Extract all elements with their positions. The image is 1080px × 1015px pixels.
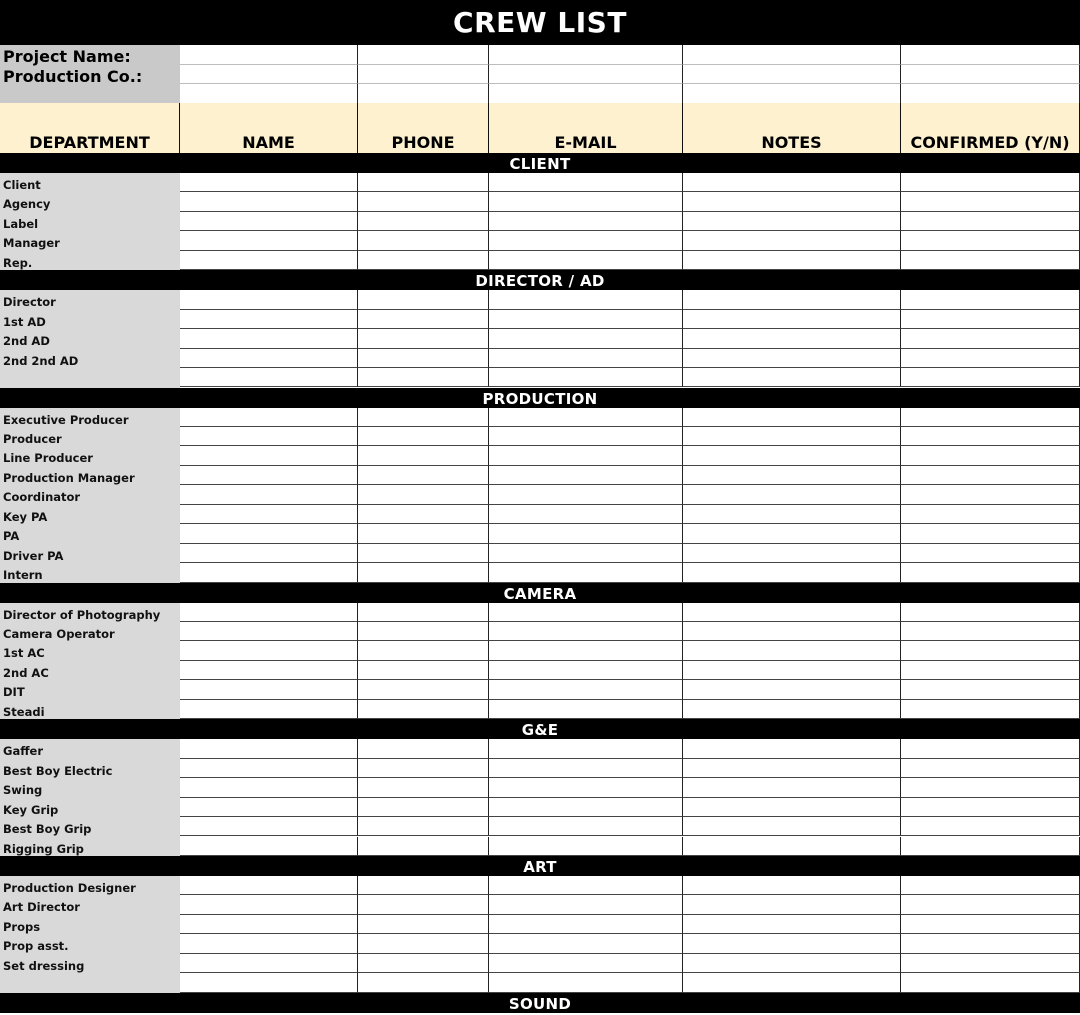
crew-cell-name[interactable]: [180, 739, 358, 758]
project-info-cell-name[interactable]: [180, 84, 358, 104]
crew-cell-email[interactable]: [489, 641, 683, 660]
crew-cell-email[interactable]: [489, 524, 683, 543]
section-title-director-ad: DIRECTOR / AD: [475, 272, 605, 291]
role-label: Swing: [3, 783, 43, 798]
crew-cell-name[interactable]: [180, 310, 358, 329]
crew-cell-notes[interactable]: [683, 778, 901, 797]
crew-cell-confirmed[interactable]: [901, 251, 1080, 270]
crew-cell-notes[interactable]: [683, 310, 901, 329]
role-label: Intern: [3, 568, 43, 583]
crew-cell-notes[interactable]: [683, 231, 901, 250]
crew-cell-name[interactable]: [180, 173, 358, 192]
section-title-g-e: G&E: [521, 721, 559, 740]
crew-cell-phone[interactable]: [358, 934, 489, 953]
crew-cell-phone[interactable]: [358, 603, 489, 622]
crew-cell-notes[interactable]: [683, 954, 901, 973]
crew-cell-notes[interactable]: [683, 290, 901, 309]
crew-cell-name[interactable]: [180, 622, 358, 641]
crew-cell-confirmed[interactable]: [901, 759, 1080, 778]
crew-cell-email[interactable]: [489, 759, 683, 778]
crew-cell-notes[interactable]: [683, 973, 901, 992]
role-label: Key Grip: [3, 802, 59, 817]
crew-cell-confirmed[interactable]: [901, 231, 1080, 250]
crew-cell-phone[interactable]: [358, 485, 489, 504]
crew-cell-confirmed[interactable]: [901, 544, 1080, 563]
crew-cell-confirmed[interactable]: [901, 524, 1080, 543]
crew-cell-phone[interactable]: [358, 661, 489, 680]
role-label: Driver PA: [3, 548, 64, 563]
role-label: Set dressing: [3, 958, 85, 973]
crew-cell-name[interactable]: [180, 544, 358, 563]
column-header-department: DEPARTMENT: [0, 103, 180, 153]
crew-cell-phone[interactable]: [358, 954, 489, 973]
crew-cell-phone[interactable]: [358, 505, 489, 524]
crew-cell-phone[interactable]: [358, 622, 489, 641]
crew-cell-name[interactable]: [180, 641, 358, 660]
crew-cell-notes[interactable]: [683, 759, 901, 778]
crew-cell-name[interactable]: [180, 973, 358, 992]
crew-cell-notes[interactable]: [683, 934, 901, 953]
column-header-notes: NOTES: [683, 103, 901, 153]
crew-cell-notes[interactable]: [683, 798, 901, 817]
crew-cell-notes[interactable]: [683, 603, 901, 622]
crew-cell-notes[interactable]: [683, 895, 901, 914]
section-title-camera: CAMERA: [503, 584, 577, 603]
column-header-confirmed: CONFIRMED (Y/N): [901, 103, 1080, 153]
crew-cell-confirmed[interactable]: [901, 622, 1080, 641]
crew-cell-confirmed[interactable]: [901, 505, 1080, 524]
crew-cell-email[interactable]: [489, 427, 683, 446]
crew-cell-phone[interactable]: [358, 563, 489, 582]
crew-cell-confirmed[interactable]: [901, 212, 1080, 231]
crew-cell-name[interactable]: [180, 837, 358, 856]
crew-cell-email[interactable]: [489, 329, 683, 348]
crew-cell-notes[interactable]: [683, 192, 901, 211]
crew-cell-email[interactable]: [489, 290, 683, 309]
crew-cell-notes[interactable]: [683, 368, 901, 387]
section-title-production: PRODUCTION: [482, 389, 598, 408]
role-label: Steadi: [3, 704, 45, 719]
role-label: Camera Operator: [3, 627, 115, 641]
role-label: Gaffer: [3, 744, 43, 759]
project-info-cell-email[interactable]: [489, 84, 683, 104]
crew-cell-name[interactable]: [180, 192, 358, 211]
crew-cell-notes[interactable]: [683, 485, 901, 504]
crew-cell-name[interactable]: [180, 603, 358, 622]
crew-cell-phone[interactable]: [358, 446, 489, 465]
project-info-cell-name[interactable]: [180, 65, 358, 85]
project-name-label: Project Name:: [3, 47, 131, 66]
crew-cell-confirmed[interactable]: [901, 427, 1080, 446]
project-info-labels: [0, 45, 180, 103]
crew-cell-phone[interactable]: [358, 192, 489, 211]
crew-cell-name[interactable]: [180, 954, 358, 973]
column-header-phone: PHONE: [358, 103, 489, 153]
crew-cell-confirmed[interactable]: [901, 192, 1080, 211]
crew-cell-email[interactable]: [489, 544, 683, 563]
crew-cell-notes[interactable]: [683, 446, 901, 465]
crew-cell-name[interactable]: [180, 563, 358, 582]
crew-cell-notes[interactable]: [683, 700, 901, 719]
crew-cell-email[interactable]: [489, 310, 683, 329]
crew-cell-phone[interactable]: [358, 408, 489, 427]
section-title-client: CLIENT: [509, 155, 571, 173]
crew-cell-name[interactable]: [180, 680, 358, 699]
crew-cell-name[interactable]: [180, 349, 358, 368]
crew-cell-notes[interactable]: [683, 408, 901, 427]
crew-cell-phone[interactable]: [358, 368, 489, 387]
role-label: Agency: [3, 197, 51, 212]
crew-cell-phone[interactable]: [358, 798, 489, 817]
crew-cell-email[interactable]: [489, 700, 683, 719]
crew-cell-email[interactable]: [489, 954, 683, 973]
crew-cell-name[interactable]: [180, 915, 358, 934]
project-info-cell-email[interactable]: [489, 45, 683, 65]
crew-cell-notes[interactable]: [683, 544, 901, 563]
crew-cell-notes[interactable]: [683, 817, 901, 836]
project-info-cell-notes[interactable]: [683, 65, 901, 85]
crew-cell-name[interactable]: [180, 759, 358, 778]
crew-cell-email[interactable]: [489, 212, 683, 231]
crew-cell-confirmed[interactable]: [901, 915, 1080, 934]
crew-cell-name[interactable]: [180, 368, 358, 387]
crew-cell-notes[interactable]: [683, 661, 901, 680]
crew-cell-name[interactable]: [180, 212, 358, 231]
crew-cell-phone[interactable]: [358, 310, 489, 329]
crew-cell-phone[interactable]: [358, 212, 489, 231]
crew-cell-phone[interactable]: [358, 466, 489, 485]
crew-cell-phone[interactable]: [358, 778, 489, 797]
crew-cell-notes[interactable]: [683, 212, 901, 231]
crew-cell-notes[interactable]: [683, 466, 901, 485]
project-info-cell-confirmed[interactable]: [901, 65, 1080, 85]
crew-cell-notes[interactable]: [683, 739, 901, 758]
crew-cell-confirmed[interactable]: [901, 368, 1080, 387]
crew-cell-confirmed[interactable]: [901, 895, 1080, 914]
crew-cell-confirmed[interactable]: [901, 954, 1080, 973]
role-label: Key PA: [3, 509, 48, 524]
crew-cell-confirmed[interactable]: [901, 485, 1080, 504]
crew-cell-confirmed[interactable]: [901, 778, 1080, 797]
crew-cell-name[interactable]: [180, 408, 358, 427]
crew-cell-confirmed[interactable]: [901, 641, 1080, 660]
role-label: Client: [3, 178, 41, 192]
crew-cell-confirmed[interactable]: [901, 680, 1080, 699]
crew-cell-email[interactable]: [489, 231, 683, 250]
crew-cell-email[interactable]: [489, 973, 683, 992]
role-label: Producer: [3, 431, 62, 446]
crew-cell-email[interactable]: [489, 837, 683, 856]
crew-cell-name[interactable]: [180, 876, 358, 895]
crew-cell-notes[interactable]: [683, 622, 901, 641]
crew-cell-confirmed[interactable]: [901, 837, 1080, 856]
project-info-cell-name[interactable]: [180, 45, 358, 65]
crew-cell-email[interactable]: [489, 563, 683, 582]
crew-cell-name[interactable]: [180, 466, 358, 485]
crew-cell-notes[interactable]: [683, 563, 901, 582]
sheet-title: CREW LIST: [0, 0, 1080, 45]
project-info-cell-phone[interactable]: [358, 65, 489, 85]
section-title-art: ART: [523, 857, 557, 876]
crew-cell-confirmed[interactable]: [901, 934, 1080, 953]
crew-cell-name[interactable]: [180, 524, 358, 543]
crew-cell-email[interactable]: [489, 505, 683, 524]
project-info-cell-email[interactable]: [489, 65, 683, 85]
role-label: 2nd AD: [3, 334, 50, 349]
crew-cell-phone[interactable]: [358, 173, 489, 192]
role-label: 2nd AC: [3, 665, 49, 680]
project-info-cell-phone[interactable]: [358, 45, 489, 65]
crew-cell-email[interactable]: [489, 739, 683, 758]
crew-cell-email[interactable]: [489, 251, 683, 270]
role-label: Rep.: [3, 255, 33, 270]
crew-cell-email[interactable]: [489, 603, 683, 622]
crew-cell-confirmed[interactable]: [901, 290, 1080, 309]
role-label: Manager: [3, 236, 60, 251]
crew-cell-phone[interactable]: [358, 895, 489, 914]
role-label: Props: [3, 919, 41, 934]
role-label: PA: [3, 529, 20, 544]
role-label: Production Designer: [3, 880, 136, 895]
crew-cell-name[interactable]: [180, 817, 358, 836]
crew-cell-name[interactable]: [180, 329, 358, 348]
crew-cell-confirmed[interactable]: [901, 739, 1080, 758]
crew-cell-confirmed[interactable]: [901, 466, 1080, 485]
crew-cell-confirmed[interactable]: [901, 329, 1080, 348]
production-co-label: Production Co.:: [3, 67, 143, 86]
project-info-cell-notes[interactable]: [683, 45, 901, 65]
crew-cell-name[interactable]: [180, 895, 358, 914]
role-label: Executive Producer: [3, 412, 129, 427]
role-label: Line Producer: [3, 451, 93, 466]
column-header-email: E-MAIL: [489, 103, 683, 153]
column-header-name: NAME: [180, 103, 358, 153]
crew-cell-name[interactable]: [180, 505, 358, 524]
crew-cell-phone[interactable]: [358, 329, 489, 348]
crew-cell-phone[interactable]: [358, 759, 489, 778]
crew-cell-name[interactable]: [180, 778, 358, 797]
crew-cell-phone[interactable]: [358, 876, 489, 895]
crew-cell-email[interactable]: [489, 680, 683, 699]
crew-cell-email[interactable]: [489, 349, 683, 368]
role-label: Director of Photography: [3, 607, 161, 622]
crew-cell-email[interactable]: [489, 446, 683, 465]
crew-cell-phone[interactable]: [358, 251, 489, 270]
section-title-sound: SOUND: [508, 994, 572, 1013]
role-label: Best Boy Grip: [3, 822, 92, 837]
crew-cell-notes[interactable]: [683, 173, 901, 192]
crew-cell-phone[interactable]: [358, 427, 489, 446]
role-label: Coordinator: [3, 490, 81, 505]
crew-cell-phone[interactable]: [358, 544, 489, 563]
crew-cell-confirmed[interactable]: [901, 876, 1080, 895]
crew-cell-name[interactable]: [180, 798, 358, 817]
crew-cell-name[interactable]: [180, 700, 358, 719]
role-label: 1st AC: [3, 646, 45, 661]
crew-cell-notes[interactable]: [683, 505, 901, 524]
role-label: 1st AD: [3, 314, 46, 329]
crew-cell-email[interactable]: [489, 915, 683, 934]
crew-cell-name[interactable]: [180, 934, 358, 953]
project-info-cell-notes[interactable]: [683, 84, 901, 104]
crew-cell-confirmed[interactable]: [901, 408, 1080, 427]
crew-cell-notes[interactable]: [683, 251, 901, 270]
role-label: Best Boy Electric: [3, 763, 113, 778]
role-label: Production Manager: [3, 470, 135, 485]
crew-cell-confirmed[interactable]: [901, 973, 1080, 992]
crew-cell-phone[interactable]: [358, 231, 489, 250]
crew-cell-name[interactable]: [180, 290, 358, 309]
crew-cell-confirmed[interactable]: [901, 817, 1080, 836]
role-label: Rigging Grip: [3, 841, 84, 856]
crew-cell-email[interactable]: [489, 173, 683, 192]
crew-cell-notes[interactable]: [683, 876, 901, 895]
crew-cell-name[interactable]: [180, 485, 358, 504]
crew-cell-phone[interactable]: [358, 739, 489, 758]
crew-cell-email[interactable]: [489, 661, 683, 680]
crew-cell-email[interactable]: [489, 934, 683, 953]
crew-cell-email[interactable]: [489, 192, 683, 211]
crew-cell-phone[interactable]: [358, 837, 489, 856]
crew-cell-notes[interactable]: [683, 524, 901, 543]
crew-cell-notes[interactable]: [683, 837, 901, 856]
crew-cell-notes[interactable]: [683, 641, 901, 660]
crew-cell-confirmed[interactable]: [901, 310, 1080, 329]
crew-cell-notes[interactable]: [683, 329, 901, 348]
crew-cell-phone[interactable]: [358, 524, 489, 543]
crew-cell-confirmed[interactable]: [901, 798, 1080, 817]
role-label: DIT: [3, 685, 25, 700]
crew-cell-email[interactable]: [489, 466, 683, 485]
crew-cell-email[interactable]: [489, 622, 683, 641]
project-info-cell-confirmed[interactable]: [901, 45, 1080, 65]
crew-cell-notes[interactable]: [683, 680, 901, 699]
crew-cell-name[interactable]: [180, 251, 358, 270]
role-label: Art Director: [3, 900, 80, 915]
crew-cell-email[interactable]: [489, 895, 683, 914]
crew-cell-notes[interactable]: [683, 915, 901, 934]
project-info-cell-phone[interactable]: [358, 84, 489, 104]
crew-cell-phone[interactable]: [358, 915, 489, 934]
crew-cell-email[interactable]: [489, 368, 683, 387]
role-label: 2nd 2nd AD: [3, 353, 79, 368]
crew-cell-email[interactable]: [489, 778, 683, 797]
project-info-cell-confirmed[interactable]: [901, 84, 1080, 104]
crew-cell-confirmed[interactable]: [901, 661, 1080, 680]
crew-cell-notes[interactable]: [683, 349, 901, 368]
crew-cell-phone[interactable]: [358, 700, 489, 719]
role-label: Prop asst.: [3, 939, 69, 954]
crew-cell-email[interactable]: [489, 876, 683, 895]
crew-cell-name[interactable]: [180, 446, 358, 465]
crew-cell-name[interactable]: [180, 231, 358, 250]
crew-cell-notes[interactable]: [683, 427, 901, 446]
role-label: Label: [3, 216, 39, 231]
crew-cell-phone[interactable]: [358, 973, 489, 992]
crew-cell-confirmed[interactable]: [901, 700, 1080, 719]
crew-cell-confirmed[interactable]: [901, 349, 1080, 368]
crew-cell-email[interactable]: [489, 408, 683, 427]
crew-cell-confirmed[interactable]: [901, 563, 1080, 582]
crew-cell-phone[interactable]: [358, 641, 489, 660]
crew-cell-confirmed[interactable]: [901, 603, 1080, 622]
crew-cell-phone[interactable]: [358, 349, 489, 368]
crew-cell-email[interactable]: [489, 485, 683, 504]
crew-cell-phone[interactable]: [358, 817, 489, 836]
role-label: Director: [3, 295, 56, 310]
crew-cell-confirmed[interactable]: [901, 446, 1080, 465]
crew-cell-email[interactable]: [489, 817, 683, 836]
crew-cell-confirmed[interactable]: [901, 173, 1080, 192]
crew-cell-phone[interactable]: [358, 290, 489, 309]
crew-cell-name[interactable]: [180, 427, 358, 446]
crew-cell-name[interactable]: [180, 661, 358, 680]
crew-cell-email[interactable]: [489, 798, 683, 817]
crew-cell-phone[interactable]: [358, 680, 489, 699]
